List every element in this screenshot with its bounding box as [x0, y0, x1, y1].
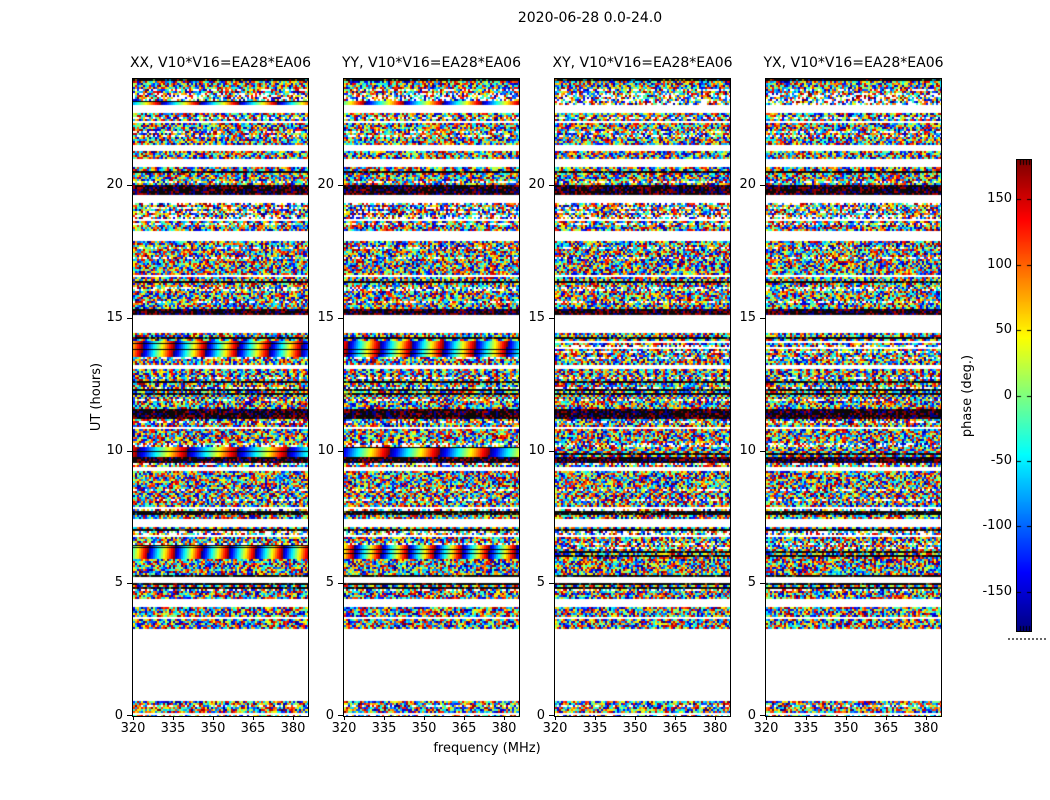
x-tick-mark: [886, 716, 887, 720]
y-tick-mark: [338, 715, 343, 716]
panel-xx: [132, 78, 309, 717]
x-tick-mark: [846, 716, 847, 720]
y-tick-mark: [338, 583, 343, 584]
x-tick-label: 320: [331, 721, 357, 736]
x-tick-mark: [213, 716, 214, 720]
y-tick-mark: [127, 451, 132, 452]
x-tick-label: 380: [280, 721, 306, 736]
panel-yy-heatmap: [344, 79, 519, 716]
colorbar-axis-label: phase (deg.): [960, 354, 975, 438]
x-tick-label: 320: [753, 721, 779, 736]
y-tick-label: 10: [739, 443, 756, 458]
y-tick-mark: [549, 715, 554, 716]
x-tick-label: 335: [793, 721, 819, 736]
x-axis-label: frequency (MHz): [433, 741, 541, 756]
y-tick-label: 20: [106, 177, 123, 192]
panel-yy-title: YY, V10*V16=EA28*EA06: [342, 55, 521, 71]
x-tick-mark: [293, 716, 294, 720]
y-tick-label: 20: [528, 177, 545, 192]
colorbar-tick-label: 0: [1003, 388, 1012, 403]
y-tick-label: 0: [747, 708, 756, 723]
y-tick-label: 10: [528, 443, 545, 458]
x-tick-mark: [344, 716, 345, 720]
y-tick-label: 15: [739, 310, 756, 325]
y-tick-mark: [338, 451, 343, 452]
x-tick-mark: [555, 716, 556, 720]
y-axis-label: UT (hours): [89, 362, 104, 432]
x-tick-mark: [384, 716, 385, 720]
panel-xy-heatmap: [555, 79, 730, 716]
x-tick-label: 350: [622, 721, 648, 736]
x-tick-label: 320: [542, 721, 568, 736]
y-tick-mark: [760, 451, 765, 452]
x-tick-label: 320: [120, 721, 146, 736]
panel-yx: [765, 78, 942, 717]
x-tick-label: 350: [200, 721, 226, 736]
y-tick-mark: [338, 318, 343, 319]
y-tick-mark: [760, 318, 765, 319]
colorbar: [1016, 159, 1032, 632]
x-tick-label: 335: [160, 721, 186, 736]
y-tick-mark: [127, 318, 132, 319]
colorbar-hatch-dots: [1008, 638, 1046, 640]
y-tick-label: 15: [528, 310, 545, 325]
panel-yx-title: YX, V10*V16=EA28*EA06: [763, 55, 944, 71]
panel-yy: [343, 78, 520, 717]
panel-xy-title: XY, V10*V16=EA28*EA06: [552, 55, 733, 71]
x-tick-label: 380: [491, 721, 517, 736]
x-tick-mark: [173, 716, 174, 720]
y-tick-mark: [549, 583, 554, 584]
x-tick-mark: [926, 716, 927, 720]
y-tick-mark: [127, 583, 132, 584]
x-tick-mark: [595, 716, 596, 720]
x-tick-mark: [675, 716, 676, 720]
colorbar-tick-label: 50: [995, 322, 1012, 337]
x-tick-mark: [715, 716, 716, 720]
y-tick-mark: [127, 185, 132, 186]
figure-title: 2020-06-28 0.0-24.0: [517, 10, 663, 26]
x-tick-label: 380: [913, 721, 939, 736]
y-tick-label: 20: [739, 177, 756, 192]
panel-xy: [554, 78, 731, 717]
y-tick-label: 15: [317, 310, 334, 325]
colorbar-gradient: [1017, 160, 1031, 631]
y-tick-mark: [760, 185, 765, 186]
colorbar-tick-label: -50: [990, 453, 1012, 468]
y-tick-label: 5: [114, 575, 123, 590]
y-tick-mark: [549, 318, 554, 319]
y-tick-label: 5: [536, 575, 545, 590]
y-tick-label: 20: [317, 177, 334, 192]
x-tick-mark: [766, 716, 767, 720]
panel-yx-heatmap: [766, 79, 941, 716]
x-tick-label: 365: [451, 721, 477, 736]
x-tick-label: 350: [833, 721, 859, 736]
y-tick-label: 5: [747, 575, 756, 590]
y-tick-label: 15: [106, 310, 123, 325]
x-tick-label: 335: [371, 721, 397, 736]
colorbar-tick-label: -100: [982, 518, 1012, 533]
y-tick-mark: [760, 583, 765, 584]
x-tick-mark: [464, 716, 465, 720]
colorbar-tick-label: 100: [987, 257, 1012, 272]
y-tick-label: 5: [325, 575, 334, 590]
y-tick-label: 0: [325, 708, 334, 723]
colorbar-tick-label: -150: [982, 584, 1012, 599]
y-tick-label: 0: [114, 708, 123, 723]
panel-xx-heatmap: [133, 79, 308, 716]
x-tick-mark: [635, 716, 636, 720]
x-tick-mark: [806, 716, 807, 720]
y-tick-mark: [338, 185, 343, 186]
y-tick-mark: [127, 715, 132, 716]
y-tick-label: 10: [106, 443, 123, 458]
y-tick-label: 0: [536, 708, 545, 723]
x-tick-mark: [504, 716, 505, 720]
y-tick-mark: [549, 451, 554, 452]
y-tick-mark: [760, 715, 765, 716]
x-tick-label: 380: [702, 721, 728, 736]
x-tick-label: 335: [582, 721, 608, 736]
x-tick-label: 365: [240, 721, 266, 736]
y-tick-label: 10: [317, 443, 334, 458]
x-tick-mark: [424, 716, 425, 720]
x-tick-mark: [253, 716, 254, 720]
panel-xx-title: XX, V10*V16=EA28*EA06: [129, 55, 312, 71]
y-tick-mark: [549, 185, 554, 186]
colorbar-tick-label: 150: [987, 191, 1012, 206]
x-tick-label: 365: [662, 721, 688, 736]
x-tick-mark: [133, 716, 134, 720]
x-tick-label: 365: [873, 721, 899, 736]
x-tick-label: 350: [411, 721, 437, 736]
